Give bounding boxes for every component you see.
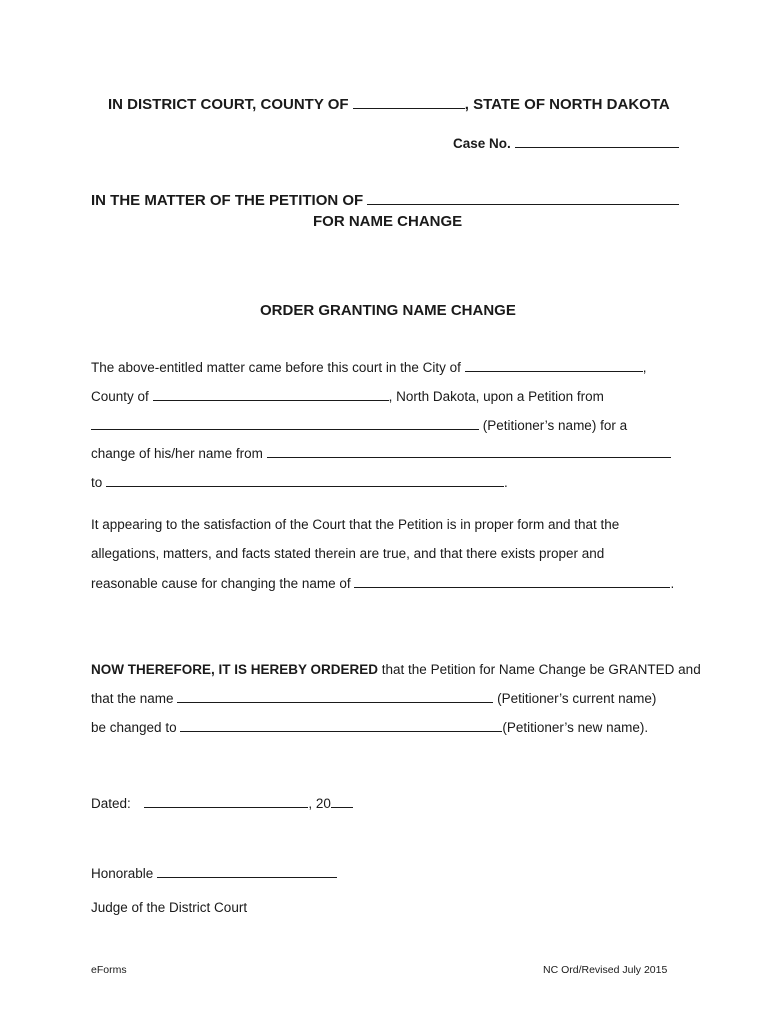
new-name-label: (Petitioner’s new name). [502, 720, 649, 735]
hereby-ordered: NOW THEREFORE, IT IS HEREBY ORDERED [91, 662, 379, 677]
old-name-blank[interactable] [267, 445, 671, 458]
para1-line2 [91, 388, 604, 404]
para1-period: . [504, 475, 508, 490]
current-name-blank[interactable] [177, 690, 493, 703]
court-prefix: IN DISTRICT COURT, COUNTY OF [108, 96, 349, 113]
petitioner-name-blank[interactable] [91, 417, 479, 430]
para2-line3 [91, 575, 674, 591]
name-of-blank[interactable] [354, 575, 670, 588]
court-suffix: , STATE OF NORTH DAKOTA [464, 96, 670, 113]
year-blank[interactable] [331, 795, 353, 808]
para1-line1 [91, 359, 646, 375]
para1-text1: The above-entitled matter came before this court in the City of [91, 360, 461, 375]
para1-line3 [91, 417, 627, 433]
order-title: ORDER GRANTING NAME CHANGE [260, 302, 516, 319]
para3-text1: that the Petition for Name Change be GRANTED and [378, 662, 701, 677]
para2-line1: It appearing to the satisfaction of the Court that the Petition is in proper form and that the [91, 517, 620, 532]
current-name-label: (Petitioner’s current name) [497, 691, 657, 706]
new-name-blank-2[interactable] [180, 719, 502, 732]
county-name-blank[interactable] [153, 388, 389, 401]
case-number-blank[interactable] [515, 135, 679, 148]
date-blank[interactable] [144, 795, 308, 808]
para1-line5 [91, 474, 508, 490]
that-the-name-label: that the name [91, 691, 174, 706]
petitioner-blank[interactable] [367, 192, 679, 205]
change-from-label: change of his/her name from [91, 446, 263, 461]
reasonable-cause-label: reasonable cause for changing the name of [91, 576, 351, 591]
new-name-blank[interactable] [106, 474, 504, 487]
para3-line1 [91, 662, 701, 677]
honorable-label: Honorable [91, 866, 154, 881]
judge-name-blank[interactable] [157, 865, 337, 878]
county-blank[interactable] [353, 96, 465, 109]
para1-text2-end: , North Dakota, upon a Petition from [388, 389, 604, 404]
changed-to-label: be changed to [91, 720, 177, 735]
para1-comma: , [642, 360, 647, 375]
para3-line2 [91, 690, 656, 706]
para2-period: . [670, 576, 675, 591]
footer-right: NC Ord/Revised July 2015 [543, 964, 668, 976]
case-no-label: Case No. [453, 136, 511, 151]
dated-label: Dated: [91, 796, 131, 811]
para2-line2: allegations, matters, and facts stated therein are true, and that there exists proper and [91, 546, 605, 561]
year-prefix: , 20 [308, 796, 331, 811]
court-header [108, 96, 670, 113]
dated-line [91, 795, 353, 811]
petitioner-name-label: (Petitioner’s name) for a [482, 418, 628, 433]
honorable-line [91, 865, 337, 881]
case-number-line [453, 135, 679, 151]
footer-left: eForms [91, 964, 127, 976]
city-blank[interactable] [465, 359, 643, 372]
para3-line3 [91, 719, 648, 735]
para1-line4 [91, 445, 671, 461]
matter-line [91, 192, 679, 209]
county-of-label: County of [91, 389, 149, 404]
petition-label: IN THE MATTER OF THE PETITION OF [91, 192, 364, 209]
for-name-change: FOR NAME CHANGE [313, 213, 463, 230]
to-label: to [91, 475, 103, 490]
judge-title: Judge of the District Court [91, 900, 248, 915]
